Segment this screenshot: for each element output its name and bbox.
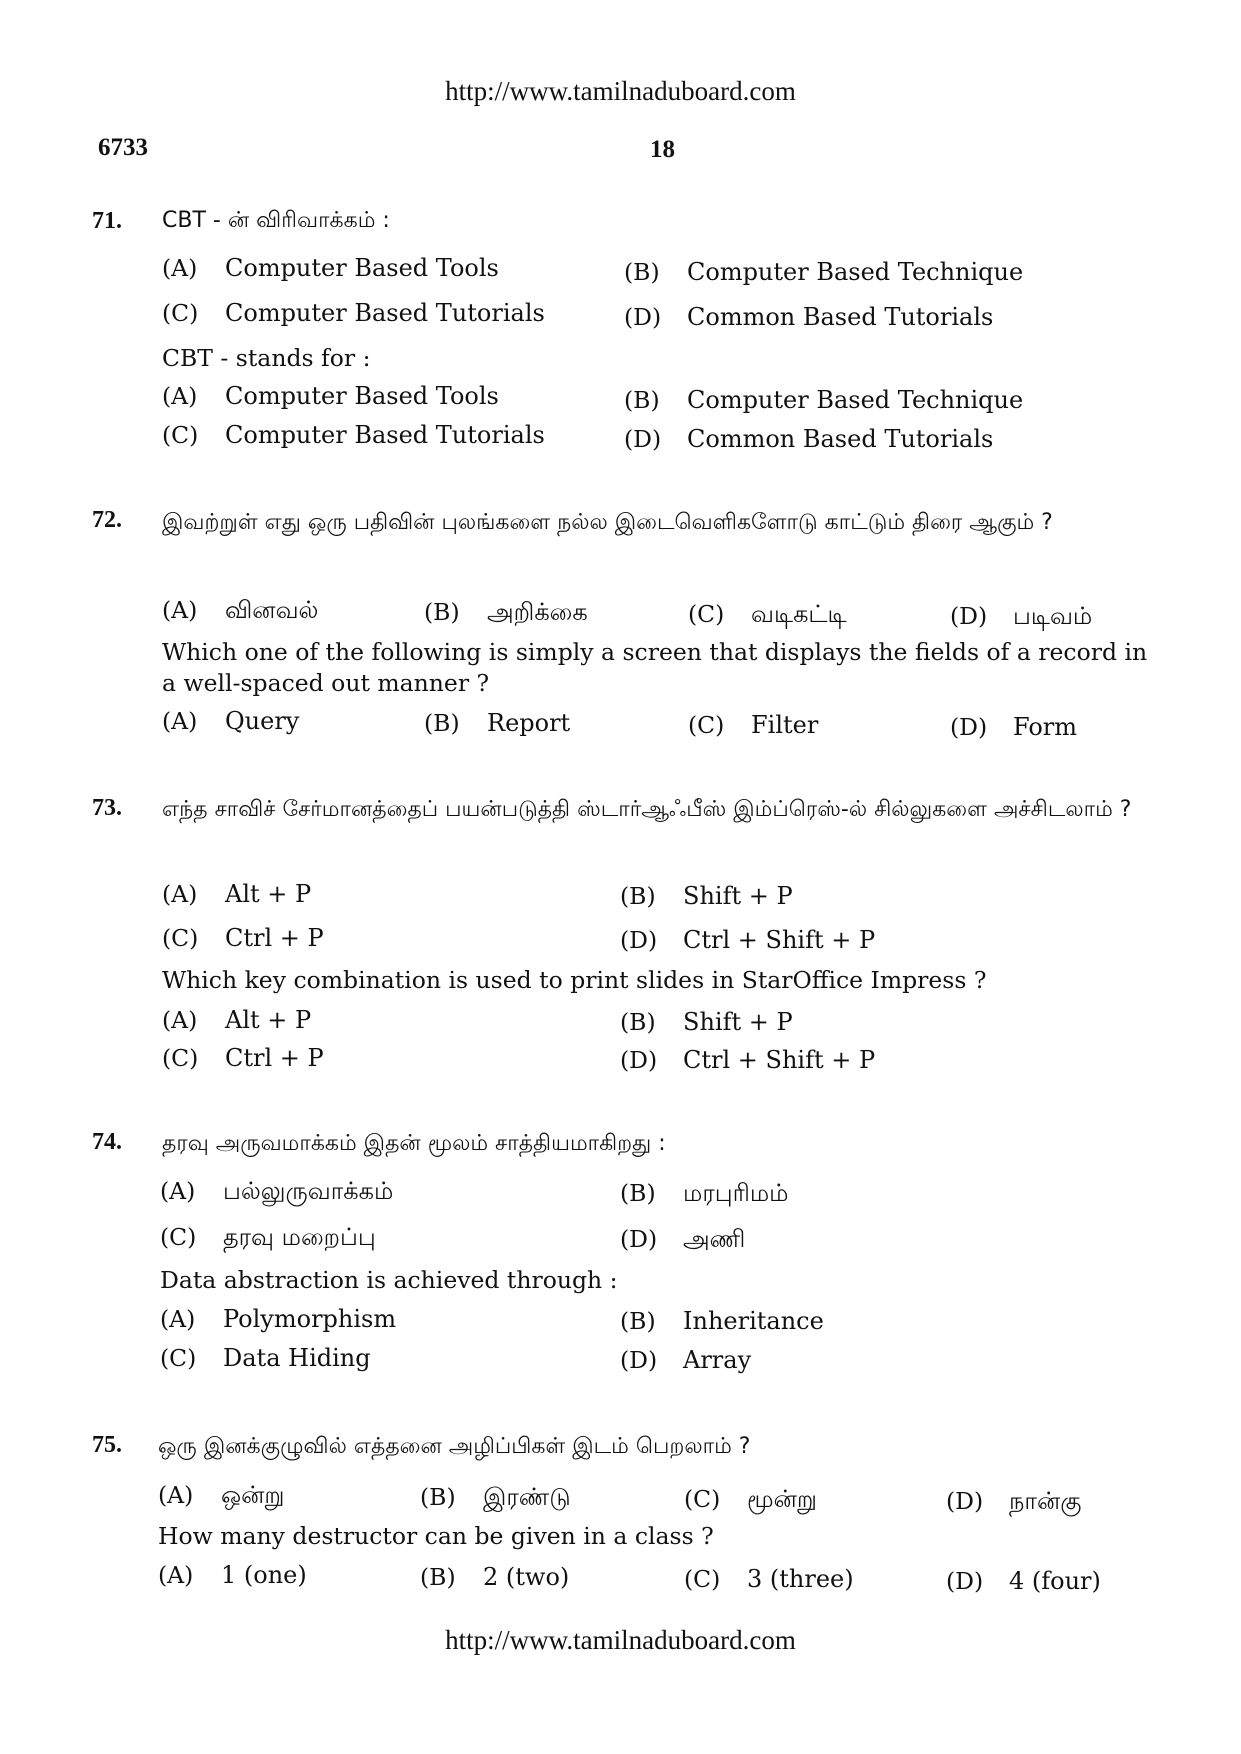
option-text: Computer Based Tools — [225, 254, 499, 282]
option-text: படிவம் — [1013, 602, 1093, 630]
option-d-english — [624, 425, 993, 453]
option-text: Filter — [751, 711, 819, 739]
option-text: இரண்டு — [483, 1483, 571, 1511]
option-label: (B) — [620, 1008, 656, 1036]
option-label: (D) — [620, 1046, 658, 1074]
option-text: Ctrl + P — [225, 924, 324, 952]
question-text-english: Which one of the following is simply a screen that displays the fields of a record in a well-spaced out manner ? — [162, 638, 1148, 697]
option-b-tamil — [624, 258, 1023, 286]
option-c-tamil — [162, 299, 545, 327]
option-text: Computer Based Technique — [687, 386, 1024, 414]
option-text: 4 (four) — [1009, 1567, 1101, 1595]
option-d-tamil — [620, 926, 875, 954]
option-label: (C) — [162, 924, 199, 952]
question-text-english: Data abstraction is achieved through : — [160, 1266, 618, 1294]
option-label: (A) — [162, 880, 198, 908]
option-c-tamil — [160, 1223, 376, 1254]
option-label: (A) — [162, 596, 198, 624]
option-b-english — [424, 709, 570, 737]
option-text: ஒன்று — [221, 1481, 285, 1509]
option-label: (A) — [162, 707, 198, 735]
question-number: 71. — [92, 208, 122, 234]
option-a-english — [162, 1006, 311, 1034]
option-label: (C) — [688, 711, 725, 739]
option-label: (C) — [160, 1223, 197, 1251]
option-text: அணி — [683, 1225, 746, 1253]
option-a-tamil — [160, 1177, 393, 1208]
option-label: (B) — [624, 258, 660, 286]
option-d-tamil — [946, 1487, 1081, 1518]
option-text: Common Based Tutorials — [687, 303, 994, 331]
option-text: Array — [683, 1346, 752, 1374]
option-label: (A) — [158, 1561, 194, 1589]
option-label: (C) — [684, 1565, 721, 1593]
option-c-english — [688, 711, 818, 739]
option-label: (A) — [162, 1006, 198, 1034]
option-label: (C) — [160, 1344, 197, 1372]
option-text: Computer Based Tutorials — [225, 421, 545, 449]
option-text: Computer Based Technique — [687, 258, 1024, 286]
option-text: தரவு மறைப்பு — [223, 1223, 376, 1251]
option-label: (D) — [620, 926, 658, 954]
option-text: Form — [1013, 713, 1078, 741]
option-d-english — [946, 1567, 1101, 1595]
option-label: (D) — [946, 1487, 984, 1515]
option-label: (D) — [624, 425, 662, 453]
option-text: Ctrl + Shift + P — [683, 926, 876, 954]
option-text: மூன்று — [747, 1485, 817, 1513]
option-text: 1 (one) — [221, 1561, 307, 1589]
option-text: Common Based Tutorials — [687, 425, 994, 453]
option-label: (D) — [620, 1225, 658, 1253]
option-text: Alt + P — [225, 1006, 312, 1034]
option-label: (B) — [420, 1483, 456, 1511]
option-text: Query — [225, 707, 300, 735]
option-c-english — [162, 1044, 324, 1072]
option-b-english — [620, 1307, 824, 1335]
option-text: பல்லுருவாக்கம் — [223, 1177, 394, 1205]
question-number: 72. — [92, 507, 122, 533]
option-text: Ctrl + P — [225, 1044, 324, 1072]
option-text: Computer Based Tools — [225, 382, 499, 410]
option-label: (B) — [624, 386, 660, 414]
question-text-english: Which key combination is used to print slides in StarOffice Impress ? — [162, 966, 987, 994]
option-d-tamil — [620, 1225, 745, 1256]
question-text-tamil: தரவு அருவமாக்கம் இதன் மூலம் சாத்தியமாகிறது : — [162, 1131, 666, 1156]
option-c-english — [162, 421, 545, 449]
header-url: http://www.tamilnaduboard.com — [445, 76, 796, 106]
option-text: Inheritance — [683, 1307, 824, 1335]
option-b-tamil — [620, 1179, 788, 1210]
option-text: வினவல் — [225, 596, 319, 624]
option-text: நான்கு — [1009, 1487, 1082, 1515]
option-label: (C) — [162, 421, 199, 449]
question-number: 75. — [92, 1432, 122, 1458]
option-label: (D) — [950, 713, 988, 741]
question-text-english: How many destructor can be given in a class ? — [158, 1522, 714, 1550]
option-text: Shift + P — [683, 1008, 793, 1036]
option-c-tamil — [688, 600, 847, 631]
option-label: (A) — [158, 1481, 194, 1509]
option-a-english — [162, 707, 299, 735]
option-b-tamil — [420, 1483, 571, 1514]
option-c-english — [684, 1565, 854, 1593]
paper-code: 6733 — [98, 134, 148, 161]
option-label: (B) — [620, 1179, 656, 1207]
option-d-tamil — [624, 303, 993, 331]
option-c-english — [160, 1344, 371, 1372]
option-label: (C) — [688, 600, 725, 628]
option-b-english — [620, 1008, 793, 1036]
question-text-english: CBT - stands for : — [162, 344, 371, 372]
option-label: (A) — [162, 382, 198, 410]
option-label: (B) — [620, 1307, 656, 1335]
option-a-english — [158, 1561, 307, 1589]
option-d-english — [950, 713, 1077, 741]
option-label: (D) — [950, 602, 988, 630]
option-label: (B) — [424, 598, 460, 626]
option-text: Data Hiding — [223, 1344, 371, 1372]
option-label: (C) — [684, 1485, 721, 1513]
option-d-english — [620, 1046, 875, 1074]
option-text: 2 (two) — [483, 1563, 570, 1591]
option-label: (D) — [620, 1346, 658, 1374]
option-text: 3 (three) — [747, 1565, 854, 1593]
question-number: 73. — [92, 795, 122, 821]
question-text-tamil: இவற்றுள் எது ஒரு பதிவின் புலங்களை நல்ல இடைவெளிகளோடு காட்டும் திரை ஆகும் ? — [162, 510, 1053, 535]
option-label: (B) — [620, 882, 656, 910]
option-text: Polymorphism — [223, 1305, 397, 1333]
option-a-tamil — [162, 596, 318, 627]
option-text: Shift + P — [683, 882, 793, 910]
option-label: (B) — [424, 709, 460, 737]
option-text: மரபுரிமம் — [683, 1179, 789, 1207]
page-number: 18 — [650, 136, 675, 163]
option-a-tamil — [158, 1481, 284, 1512]
option-d-tamil — [950, 602, 1092, 633]
question-text-tamil: எந்த சாவிச் சேர்மானத்தைப் பயன்படுத்தி ஸ்டார்ஆஃபீஸ் இம்ப்ரெஸ்-ல் சில்லுகளை அச்சிடலாம் ? — [162, 797, 1132, 822]
option-label: (C) — [162, 299, 199, 327]
option-c-tamil — [162, 924, 324, 952]
option-label: (A) — [162, 254, 198, 282]
option-label: (D) — [946, 1567, 984, 1595]
option-label: (A) — [160, 1177, 196, 1205]
option-label: (A) — [160, 1305, 196, 1333]
option-text: வடிகட்டி — [751, 600, 847, 628]
option-a-english — [160, 1305, 396, 1333]
option-b-tamil — [620, 882, 793, 910]
footer-url: http://www.tamilnaduboard.com — [445, 1625, 796, 1655]
option-a-tamil — [162, 254, 499, 282]
option-b-english — [420, 1563, 569, 1591]
option-d-english — [620, 1346, 751, 1374]
option-b-tamil — [424, 598, 588, 629]
question-number: 74. — [92, 1129, 122, 1155]
option-label: (B) — [420, 1563, 456, 1591]
question-text-tamil: CBT - ன் விரிவாக்கம் : — [162, 208, 390, 233]
option-a-english — [162, 382, 499, 410]
option-text: Report — [487, 709, 571, 737]
option-text: அறிக்கை — [487, 598, 588, 626]
option-label: (C) — [162, 1044, 199, 1072]
option-a-tamil — [162, 880, 311, 908]
option-text: Alt + P — [225, 880, 312, 908]
option-c-tamil — [684, 1485, 817, 1516]
option-text: Computer Based Tutorials — [225, 299, 545, 327]
question-text-tamil: ஒரு இனக்குழுவில் எத்தனை அழிப்பிகள் இடம் பெறலாம் ? — [158, 1434, 751, 1459]
option-text: Ctrl + Shift + P — [683, 1046, 876, 1074]
option-b-english — [624, 386, 1023, 414]
option-label: (D) — [624, 303, 662, 331]
